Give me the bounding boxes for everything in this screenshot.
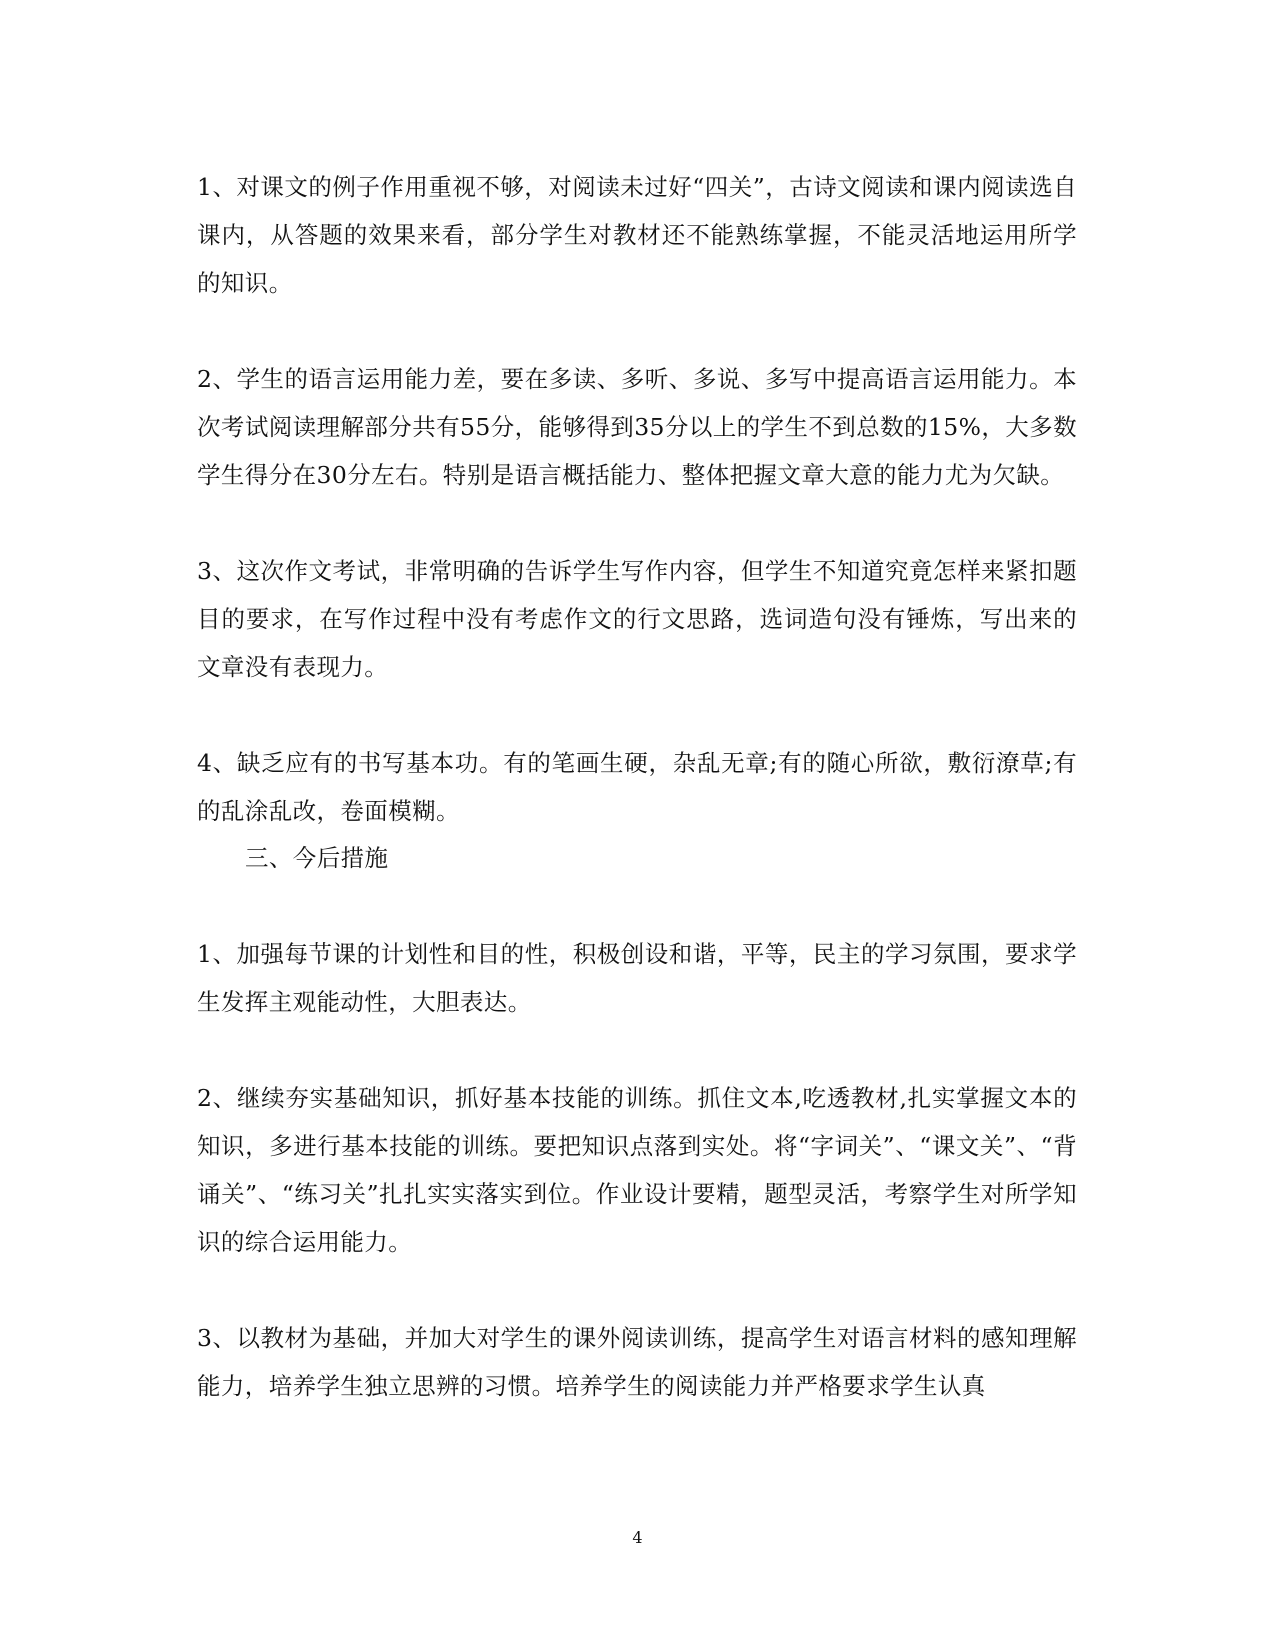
page-number: 4 bbox=[632, 1528, 643, 1547]
paragraph-3: 3、这次作文考试，非常明确的告诉学生写作内容，但学生不知道究竟怎样来紧扣题目的要求，在写作过程中没有考虑作文的行文思路，选词造句没有锤炼，写出来的文章没有表现力。 bbox=[197, 557, 1077, 681]
paragraph-gap bbox=[197, 1266, 1077, 1314]
paragraph-4: 4、缺乏应有的书写基本功。有的笔画生硬，杂乱无章;有的随心所欲，敷衍潦草;有的乱涂乱改，卷面模糊。 bbox=[197, 749, 1077, 825]
paragraph-1: 1、对课文的例子作用重视不够，对阅读未过好“四关”，古诗文阅读和课内阅读选自课内，从答题的效果来看，部分学生对教材还不能熟练掌握，不能灵活地运用所学的知识。 bbox=[197, 173, 1077, 297]
paragraph-gap bbox=[197, 691, 1077, 739]
paragraph-gap bbox=[197, 882, 1077, 930]
paragraph-gap bbox=[197, 1026, 1077, 1074]
document-body bbox=[197, 163, 1077, 1410]
measure-2: 2、继续夯实基础知识，抓好基本技能的训练。抓住文本,吃透教材,扎实掌握文本的知识，多进行基本技能的训练。要把知识点落到实处。将“字词关”、“课文关”、“背诵关”、“练习关”扎扎实实落实到位。作业设计要精，题型灵活，考察学生对所学知识的综合运用能力。 bbox=[197, 1084, 1077, 1256]
paragraph-2: 2、学生的语言运用能力差，要在多读、多听、多说、多写中提高语言运用能力。本次考试阅读理解部分共有55分，能够得到35分以上的学生不到总数的15%，大多数学生得分在30分左右。特别是语言概括能力、整体把握文章大意的能力尤为欠缺。 bbox=[197, 365, 1077, 489]
paragraph-gap bbox=[197, 499, 1077, 547]
measure-1: 1、加强每节课的计划性和目的性，积极创设和谐，平等，民主的学习氛围，要求学生发挥主观能动性，大胆表达。 bbox=[197, 940, 1077, 1016]
measure-3: 3、以教材为基础，并加大对学生的课外阅读训练，提高学生对语言材料的感知理解能力，培养学生独立思辨的习惯。培养学生的阅读能力并严格要求学生认真 bbox=[197, 1324, 1077, 1400]
paragraph-gap bbox=[197, 307, 1077, 355]
section-heading: 三、今后措施 bbox=[245, 844, 389, 872]
